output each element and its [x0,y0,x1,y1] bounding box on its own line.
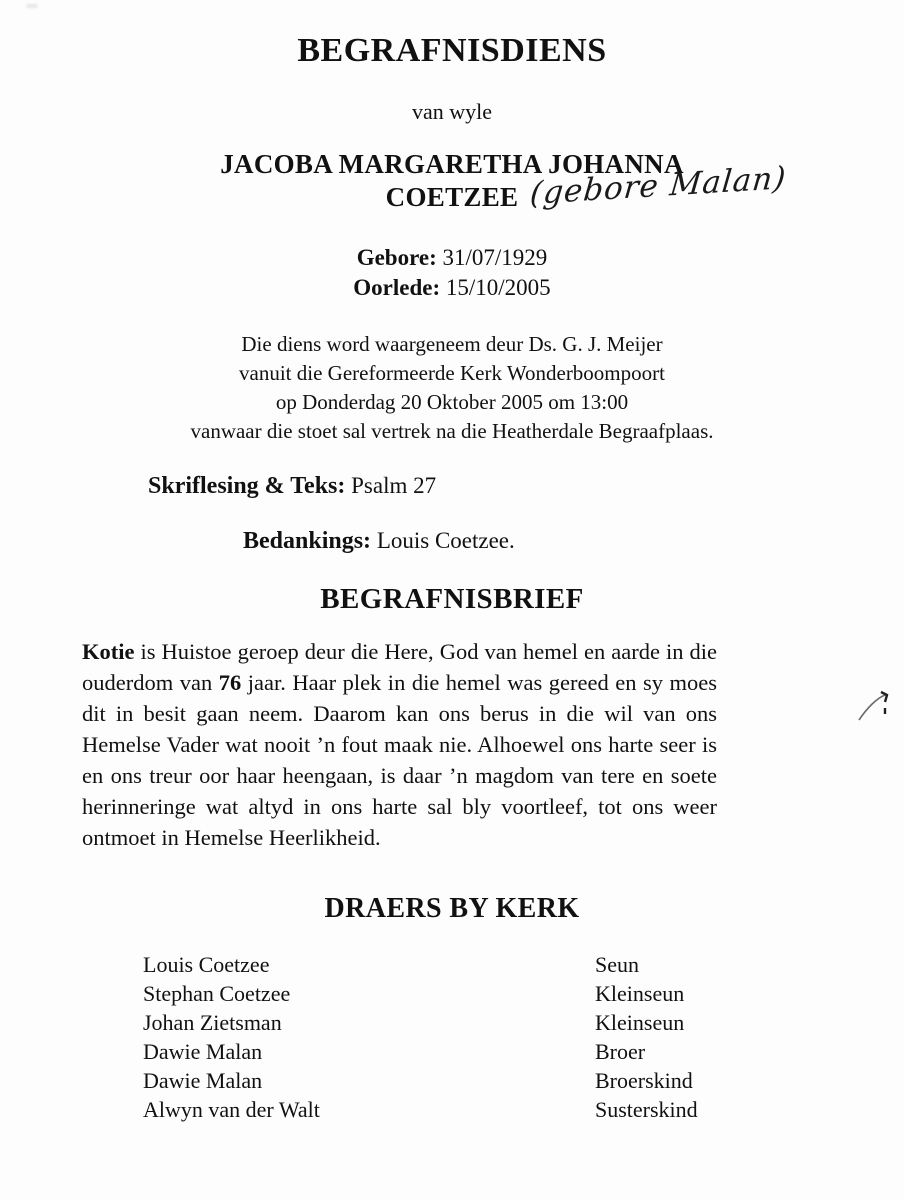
service-line-datetime: op Donderdag 20 Oktober 2005 om 13:00 [275,390,629,414]
scripture-value: Psalm 27 [351,473,437,498]
bearers-list [143,950,743,1124]
bearer-name: Johan Zietsman [143,1010,282,1035]
handwritten-maiden-name-annotation: (gebore Malan) [528,160,789,212]
bearer-name: Dawie Malan [143,1039,263,1064]
bearer-row [143,979,743,1008]
bearer-row [143,1008,743,1037]
bearer-row [143,1066,743,1095]
letter-part1: is Huistoe geroep deur die Here, God van hemel en aarde in die ouderdom van [82,639,717,695]
bearer-name: Stephan Coetzee [143,981,291,1006]
bearer-name: Alwyn van der Walt [143,1097,320,1122]
born-value: 31/07/1929 [442,245,548,270]
died-value: 15/10/2005 [445,275,551,300]
service-details [0,330,904,446]
service-line-officiant: Die diens word waargeneem deur Ds. G. J. Meijer [241,332,663,356]
born-line [0,243,904,273]
deceased-name-line2: COETZEE [385,182,519,212]
bearer-row [143,1095,743,1124]
service-line-cemetery: vanwaar die stoet sal vertrek na die Heatherdale Begraafplaas. [190,419,714,443]
bearer-name: Louis Coetzee [143,952,270,977]
life-dates [0,243,904,303]
acknowledgements-label: Bedankings: [243,528,372,554]
died-line [0,273,904,303]
subtitle-van-wyle: van wyle [411,99,493,124]
bearer-relation: Susterskind [595,1097,698,1122]
letter-lead-name: Kotie [82,639,135,664]
bearer-relation: Kleinseun [595,1010,685,1035]
acknowledgements-value: Louis Coetzee. [376,528,515,553]
letter-age: 76 [218,670,242,695]
bearer-relation: Broerskind [595,1068,693,1093]
stray-pen-mark [857,686,891,726]
page-title: BEGRAFNISDIENS [297,32,607,69]
bearers-heading: DRAERS BY KERK [324,893,580,924]
bearer-row [143,1037,743,1066]
letter-part2: jaar. Haar plek in die hemel was gereed en sy moes dit in besit gaan neem. Daarom kan ons berus in die wil van ons Hemelse Vader wat nooit ’n fout maak nie. Alhoewel ons harte seer is en ons treur oor haar heengaan, is daar ’n magdom van tere en soete herinneringe wat altyd in ons harte sal bly voortleef, tot ons weer ontmoet in Hemelse Heerlikheid. [82,670,717,850]
scripture-reading [148,473,436,500]
service-line-church: vanuit die Gereformeerde Kerk Wonderboompoort [239,361,665,385]
scripture-label: Skriflesing & Teks: [148,473,346,499]
scan-speck [26,4,38,8]
bearer-relation: Seun [595,952,639,977]
bearer-name: Dawie Malan [143,1068,263,1093]
bearer-row [143,950,743,979]
bearer-relation: Kleinseun [595,981,685,1006]
deceased-name-line1: JACOBA MARGARETHA JOHANNA [220,149,684,179]
letter-heading: BEGRAFNISBRIEF [320,583,584,615]
letter-body [82,636,717,853]
born-label: Gebore: [356,245,437,270]
bearer-relation: Broer [595,1039,646,1064]
died-label: Oorlede: [353,275,441,300]
acknowledgements [243,528,515,555]
